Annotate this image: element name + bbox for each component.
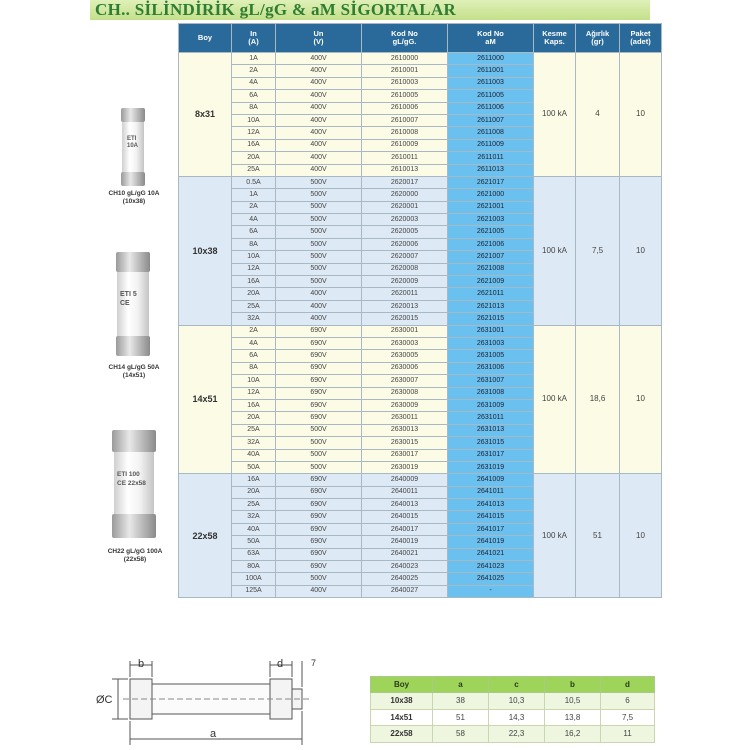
fuse-caption-1: CH10 gL/gG 10A (10x38) <box>108 190 160 205</box>
diagram-label-d: d <box>277 658 284 670</box>
dimension-header-row <box>371 677 655 693</box>
in-cell: 0.5A <box>232 176 276 188</box>
kod-gl-cell: 2640023 <box>362 561 448 573</box>
table-row <box>179 325 662 337</box>
in-cell: 20A <box>232 412 276 424</box>
boy-cell: 22x58 <box>179 474 232 598</box>
un-cell: 400V <box>276 77 362 89</box>
kod-am-cell: 2641025 <box>448 573 534 585</box>
fuse-image-ch10 <box>121 108 145 186</box>
kesme-cell: 100 kA <box>534 474 576 598</box>
col-kesme: Kesme Kaps. <box>534 24 576 53</box>
diagram-label-a: a <box>210 728 217 740</box>
in-cell: 4A <box>232 214 276 226</box>
kod-am-cell: 2621001 <box>448 201 534 213</box>
kod-gl-cell: 2640009 <box>362 474 448 486</box>
kod-am-cell: 2621011 <box>448 288 534 300</box>
dim-cell: 38 <box>433 693 489 710</box>
in-cell: 100A <box>232 573 276 585</box>
kod-gl-cell: 2620015 <box>362 313 448 325</box>
kod-gl-cell: 2640011 <box>362 486 448 498</box>
kod-am-cell: 2631006 <box>448 362 534 374</box>
dimension-row <box>371 693 655 710</box>
kod-am-cell: 2621000 <box>448 189 534 201</box>
in-cell: 40A <box>232 449 276 461</box>
kod-gl-cell: 2620011 <box>362 288 448 300</box>
in-cell: 6A <box>232 90 276 102</box>
dimension-row <box>371 726 655 743</box>
in-cell: 20A <box>232 288 276 300</box>
un-cell: 400V <box>276 102 362 114</box>
kod-am-cell: 2641021 <box>448 548 534 560</box>
col-kod-gl: Kod No gL/gG. <box>362 24 448 53</box>
kod-am-cell: 2611008 <box>448 127 534 139</box>
kod-gl-cell: 2610011 <box>362 152 448 164</box>
dim-cell: 14x51 <box>371 709 433 726</box>
kod-am-cell: 2631001 <box>448 325 534 337</box>
dim-col-d: d <box>601 677 655 693</box>
kod-gl-cell: 2640017 <box>362 523 448 535</box>
in-cell: 6A <box>232 350 276 362</box>
kod-gl-cell: 2640025 <box>362 573 448 585</box>
col-paket: Paket (adet) <box>620 24 662 53</box>
kod-am-cell: 2621008 <box>448 263 534 275</box>
kod-gl-cell: 2630008 <box>362 387 448 399</box>
un-cell: 690V <box>276 399 362 411</box>
kod-am-cell: 2611013 <box>448 164 534 176</box>
dim-cell: 16,2 <box>545 726 601 743</box>
in-cell: 32A <box>232 511 276 523</box>
kod-am-cell: 2611006 <box>448 102 534 114</box>
kod-am-cell: 2621015 <box>448 313 534 325</box>
dim-col-a: a <box>433 677 489 693</box>
fuse-image-ch22 <box>112 430 156 538</box>
in-cell: 4A <box>232 77 276 89</box>
kod-gl-cell: 2620005 <box>362 226 448 238</box>
kod-am-cell: 2631019 <box>448 461 534 473</box>
kod-am-cell: 2611005 <box>448 90 534 102</box>
un-cell: 690V <box>276 523 362 535</box>
dim-cell: 6 <box>601 693 655 710</box>
kod-am-cell: 2641013 <box>448 499 534 511</box>
fuse-table <box>178 23 662 598</box>
in-cell: 25A <box>232 300 276 312</box>
un-cell: 690V <box>276 337 362 349</box>
kod-am-cell: 2621003 <box>448 214 534 226</box>
kod-gl-cell: 2620003 <box>362 214 448 226</box>
kod-am-cell: 2641015 <box>448 511 534 523</box>
in-cell: 16A <box>232 399 276 411</box>
un-cell: 400V <box>276 164 362 176</box>
in-cell: 25A <box>232 164 276 176</box>
in-cell: 63A <box>232 548 276 560</box>
dim-cell: 22,3 <box>489 726 545 743</box>
kod-am-cell: 2621009 <box>448 276 534 288</box>
table-row <box>179 176 662 188</box>
dim-cell: 10,5 <box>545 693 601 710</box>
kod-gl-cell: 2610001 <box>362 65 448 77</box>
kod-am-cell: 2611009 <box>448 139 534 151</box>
un-cell: 500V <box>276 238 362 250</box>
in-cell: 20A <box>232 486 276 498</box>
kod-gl-cell: 2620007 <box>362 251 448 263</box>
in-cell: 20A <box>232 152 276 164</box>
dim-col-boy: Boy <box>371 677 433 693</box>
kod-am-cell: 2631017 <box>448 449 534 461</box>
kod-am-cell: 2621013 <box>448 300 534 312</box>
dim-cell: 11 <box>601 726 655 743</box>
un-cell: 500V <box>276 226 362 238</box>
un-cell: 500V <box>276 176 362 188</box>
in-cell: 125A <box>232 585 276 597</box>
kesme-cell: 100 kA <box>534 325 576 474</box>
kod-gl-cell: 2620006 <box>362 238 448 250</box>
un-cell: 690V <box>276 387 362 399</box>
col-in: In (A) <box>232 24 276 53</box>
dimension-row <box>371 709 655 726</box>
in-cell: 6A <box>232 226 276 238</box>
un-cell: 400V <box>276 300 362 312</box>
kod-am-cell: 2641017 <box>448 523 534 535</box>
table-row <box>179 474 662 486</box>
un-cell: 400V <box>276 585 362 597</box>
kod-am-cell: 2631015 <box>448 437 534 449</box>
dim-col-b: b <box>545 677 601 693</box>
un-cell: 690V <box>276 499 362 511</box>
diagram-label-7: 7 <box>311 658 317 668</box>
un-cell: 500V <box>276 251 362 263</box>
fuse-print-1: ETI 10A <box>127 136 139 149</box>
kod-gl-cell: 2640021 <box>362 548 448 560</box>
kod-am-cell: 2631005 <box>448 350 534 362</box>
in-cell: 25A <box>232 424 276 436</box>
in-cell: 10A <box>232 114 276 126</box>
col-kod-am: Kod No aM <box>448 24 534 53</box>
in-cell: 2A <box>232 65 276 77</box>
in-cell: 32A <box>232 313 276 325</box>
kod-gl-cell: 2610000 <box>362 53 448 65</box>
dim-cell: 10x38 <box>371 693 433 710</box>
kod-am-cell: 2631009 <box>448 399 534 411</box>
kesme-cell: 100 kA <box>534 53 576 177</box>
in-cell: 25A <box>232 499 276 511</box>
agirlik-cell: 51 <box>576 474 620 598</box>
kod-gl-cell: 2610005 <box>362 90 448 102</box>
in-cell: 16A <box>232 139 276 151</box>
un-cell: 690V <box>276 350 362 362</box>
diagram-label-b: b <box>138 658 145 670</box>
un-cell: 400V <box>276 65 362 77</box>
kod-am-cell: 2611011 <box>448 152 534 164</box>
kod-am-cell: 2631007 <box>448 375 534 387</box>
fuse-caption-3: CH22 gL/gG 100A (22x58) <box>107 548 163 563</box>
kod-am-cell: 2631013 <box>448 424 534 436</box>
kod-gl-cell: 2630003 <box>362 337 448 349</box>
un-cell: 690V <box>276 325 362 337</box>
dim-col-c: c <box>489 677 545 693</box>
un-cell: 690V <box>276 548 362 560</box>
kod-gl-cell: 2630005 <box>362 350 448 362</box>
kod-am-cell: 2631008 <box>448 387 534 399</box>
kod-am-cell: 2621017 <box>448 176 534 188</box>
in-cell: 16A <box>232 276 276 288</box>
un-cell: 690V <box>276 412 362 424</box>
kod-gl-cell: 2640019 <box>362 536 448 548</box>
kod-gl-cell: 2610008 <box>362 127 448 139</box>
fuse-image-ch14 <box>116 252 150 356</box>
kod-am-cell: 2621006 <box>448 238 534 250</box>
boy-cell: 10x38 <box>179 176 232 325</box>
in-cell: 2A <box>232 325 276 337</box>
un-cell: 500V <box>276 214 362 226</box>
kod-gl-cell: 2630019 <box>362 461 448 473</box>
kod-gl-cell: 2610006 <box>362 102 448 114</box>
paket-cell: 10 <box>620 53 662 177</box>
in-cell: 4A <box>232 337 276 349</box>
un-cell: 400V <box>276 313 362 325</box>
kod-gl-cell: 2630006 <box>362 362 448 374</box>
un-cell: 690V <box>276 375 362 387</box>
un-cell: 690V <box>276 536 362 548</box>
kod-am-cell: 2611001 <box>448 65 534 77</box>
kod-gl-cell: 2610009 <box>362 139 448 151</box>
un-cell: 690V <box>276 362 362 374</box>
dim-cell: 13,8 <box>545 709 601 726</box>
header-row <box>179 24 662 53</box>
kod-am-cell: 2621005 <box>448 226 534 238</box>
un-cell: 500V <box>276 437 362 449</box>
un-cell: 500V <box>276 276 362 288</box>
agirlik-cell: 18,6 <box>576 325 620 474</box>
fuse-table-body <box>179 53 662 598</box>
kod-gl-cell: 2630009 <box>362 399 448 411</box>
kod-gl-cell: 2630011 <box>362 412 448 424</box>
kod-gl-cell: 2620017 <box>362 176 448 188</box>
in-cell: 12A <box>232 387 276 399</box>
un-cell: 500V <box>276 201 362 213</box>
kod-gl-cell: 2620001 <box>362 201 448 213</box>
paket-cell: 10 <box>620 474 662 598</box>
kod-gl-cell: 2610003 <box>362 77 448 89</box>
dim-cell: 58 <box>433 726 489 743</box>
boy-cell: 8x31 <box>179 53 232 177</box>
kod-am-cell: 2641009 <box>448 474 534 486</box>
kod-gl-cell: 2630001 <box>362 325 448 337</box>
kod-am-cell: 2611003 <box>448 77 534 89</box>
fuse-dimension-diagram <box>88 653 358 749</box>
in-cell: 50A <box>232 461 276 473</box>
kod-am-cell: 2611000 <box>448 53 534 65</box>
kod-gl-cell: 2620009 <box>362 276 448 288</box>
table-row <box>179 53 662 65</box>
in-cell: 1A <box>232 189 276 201</box>
diagram-label-c: ØC <box>96 694 113 706</box>
kod-gl-cell: 2630015 <box>362 437 448 449</box>
in-cell: 12A <box>232 127 276 139</box>
dim-cell: 10,3 <box>489 693 545 710</box>
kod-gl-cell: 2640013 <box>362 499 448 511</box>
in-cell: 80A <box>232 561 276 573</box>
dim-cell: 22x58 <box>371 726 433 743</box>
kod-gl-cell: 2630007 <box>362 375 448 387</box>
col-agirlik: Ağırlık (gr) <box>576 24 620 53</box>
kod-gl-cell: 2640027 <box>362 585 448 597</box>
kod-gl-cell: 2630017 <box>362 449 448 461</box>
agirlik-cell: 7,5 <box>576 176 620 325</box>
fuse-print-2: ETI 5 CE <box>120 291 137 307</box>
dim-cell: 7,5 <box>601 709 655 726</box>
kod-am-cell: 2611007 <box>448 114 534 126</box>
un-cell: 500V <box>276 461 362 473</box>
kod-gl-cell: 2620008 <box>362 263 448 275</box>
kod-gl-cell: 2620013 <box>362 300 448 312</box>
kod-am-cell: 2641019 <box>448 536 534 548</box>
boy-cell: 14x51 <box>179 325 232 474</box>
un-cell: 400V <box>276 90 362 102</box>
un-cell: 690V <box>276 511 362 523</box>
un-cell: 500V <box>276 189 362 201</box>
in-cell: 8A <box>232 238 276 250</box>
in-cell: 16A <box>232 474 276 486</box>
un-cell: 690V <box>276 474 362 486</box>
col-un: Un (V) <box>276 24 362 53</box>
un-cell: 690V <box>276 561 362 573</box>
kod-gl-cell: 2610013 <box>362 164 448 176</box>
un-cell: 400V <box>276 127 362 139</box>
fuse-print-3: ETI 100 CE 22x58 <box>117 471 146 487</box>
in-cell: 2A <box>232 201 276 213</box>
kod-am-cell: - <box>448 585 534 597</box>
in-cell: 50A <box>232 536 276 548</box>
page-title: CH.. SİLİNDİRİK gL/gG & aM SİGORTALAR <box>95 0 457 19</box>
kod-am-cell: 2621007 <box>448 251 534 263</box>
dim-cell: 14,3 <box>489 709 545 726</box>
kod-gl-cell: 2620000 <box>362 189 448 201</box>
in-cell: 12A <box>232 263 276 275</box>
un-cell: 500V <box>276 263 362 275</box>
kod-am-cell: 2641023 <box>448 561 534 573</box>
kod-gl-cell: 2640015 <box>362 511 448 523</box>
kod-am-cell: 2631011 <box>448 412 534 424</box>
paket-cell: 10 <box>620 325 662 474</box>
un-cell: 500V <box>276 573 362 585</box>
un-cell: 500V <box>276 449 362 461</box>
un-cell: 400V <box>276 53 362 65</box>
in-cell: 8A <box>232 102 276 114</box>
un-cell: 400V <box>276 139 362 151</box>
paket-cell: 10 <box>620 176 662 325</box>
in-cell: 8A <box>232 362 276 374</box>
in-cell: 40A <box>232 523 276 535</box>
un-cell: 400V <box>276 114 362 126</box>
kod-am-cell: 2631003 <box>448 337 534 349</box>
dim-cell: 51 <box>433 709 489 726</box>
un-cell: 690V <box>276 486 362 498</box>
in-cell: 10A <box>232 375 276 387</box>
in-cell: 1A <box>232 53 276 65</box>
kesme-cell: 100 kA <box>534 176 576 325</box>
un-cell: 400V <box>276 288 362 300</box>
dimension-table <box>370 676 655 743</box>
un-cell: 400V <box>276 152 362 164</box>
kod-gl-cell: 2610007 <box>362 114 448 126</box>
col-boy: Boy <box>179 24 232 53</box>
in-cell: 10A <box>232 251 276 263</box>
agirlik-cell: 4 <box>576 53 620 177</box>
in-cell: 32A <box>232 437 276 449</box>
kod-am-cell: 2641011 <box>448 486 534 498</box>
fuse-caption-2: CH14 gL/gG 50A (14x51) <box>108 364 160 379</box>
kod-gl-cell: 2630013 <box>362 424 448 436</box>
un-cell: 500V <box>276 424 362 436</box>
